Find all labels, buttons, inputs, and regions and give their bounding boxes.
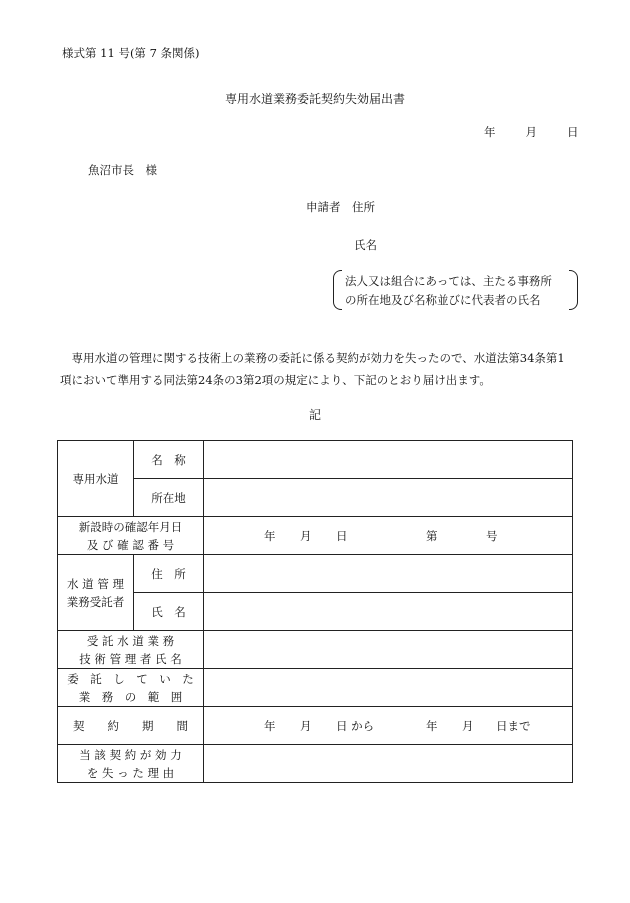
scope-field[interactable] xyxy=(204,669,573,707)
ki-heading: 記 xyxy=(308,408,321,422)
scope-label-line2: 業 務 の 範 囲 xyxy=(78,689,183,704)
location-label: 所在地 xyxy=(134,479,204,517)
right-bracket xyxy=(569,270,578,310)
left-bracket xyxy=(333,270,342,310)
document-title: 専用水道業務委託契約失効届出書 xyxy=(224,92,405,106)
statement-line2: 項において準用する同法第24条の3第2項の規定により、下記のとおり届け出ます。 xyxy=(60,373,491,387)
applicant-address-label: 申請者 住所 xyxy=(306,200,375,214)
confirmation-field[interactable] xyxy=(204,517,573,555)
period-end-day: 日まで xyxy=(496,719,531,733)
details-table xyxy=(57,440,573,783)
confirmation-label-line1: 新設時の確認年月日 xyxy=(78,519,183,534)
scope-label xyxy=(58,669,204,707)
period-field[interactable] xyxy=(204,707,573,745)
person-name-field[interactable] xyxy=(204,593,573,631)
statement-line1: 専用水道の管理に関する技術上の業務の委託に係る契約が効力を失ったので、水道法第34条第1 xyxy=(71,351,565,365)
confirm-day-label: 日 xyxy=(336,529,348,543)
confirm-year-label: 年 xyxy=(264,529,276,543)
applicant-name-label: 氏名 xyxy=(354,238,377,252)
period-label: 契 約 期 間 xyxy=(58,707,204,745)
water-supply-label: 専用水道 xyxy=(58,441,134,517)
address-label: 住 所 xyxy=(134,555,204,593)
name-label: 名 称 xyxy=(134,441,204,479)
corporate-note-line1: 法人又は組合にあっては、主たる事務所 xyxy=(345,274,552,288)
statement xyxy=(60,347,572,391)
addressee: 魚沼市長 様 xyxy=(88,163,157,177)
confirm-month-label: 月 xyxy=(300,529,312,543)
contractor-label xyxy=(58,555,134,631)
confirmation-label xyxy=(58,517,204,555)
reason-label xyxy=(58,745,204,783)
confirm-no-label: 第 xyxy=(426,529,438,543)
contractor-label-line1: 水 道 管 理 xyxy=(67,576,124,591)
name-field[interactable] xyxy=(204,441,573,479)
manager-label-line1: 受 託 水 道 業 務 xyxy=(86,633,175,648)
date-day-label: 日 xyxy=(567,125,579,139)
confirm-go-label: 号 xyxy=(486,529,498,543)
person-name-label: 氏 名 xyxy=(134,593,204,631)
date-year-label: 年 xyxy=(484,125,496,139)
scope-label-line1: 委 託 し て い た xyxy=(67,671,194,686)
confirmation-label-line2: 及 び 確 認 番 号 xyxy=(86,537,175,552)
corporate-note xyxy=(333,270,578,310)
location-field[interactable] xyxy=(204,479,573,517)
period-end-month: 月 xyxy=(462,719,474,733)
address-field[interactable] xyxy=(204,555,573,593)
reason-label-line2: を 失 っ た 理 由 xyxy=(86,765,175,780)
period-start-day: 日 から xyxy=(336,719,375,733)
reason-field[interactable] xyxy=(204,745,573,783)
manager-field[interactable] xyxy=(204,631,573,669)
form-number: 様式第 11 号(第 7 条関係) xyxy=(62,46,200,60)
corporate-note-text xyxy=(345,272,552,310)
manager-label xyxy=(58,631,204,669)
date-month-label: 月 xyxy=(525,125,537,139)
corporate-note-line2: の所在地及び名称並びに代表者の氏名 xyxy=(345,293,541,307)
submission-date xyxy=(484,124,579,140)
period-start-year: 年 xyxy=(264,719,276,733)
contractor-label-line2: 業務受託者 xyxy=(66,594,125,609)
period-start-month: 月 xyxy=(300,719,312,733)
reason-label-line1: 当 該 契 約 が 効 力 xyxy=(79,747,182,762)
period-end-year: 年 xyxy=(426,719,438,733)
manager-label-line2: 技 術 管 理 者 氏 名 xyxy=(79,651,182,666)
